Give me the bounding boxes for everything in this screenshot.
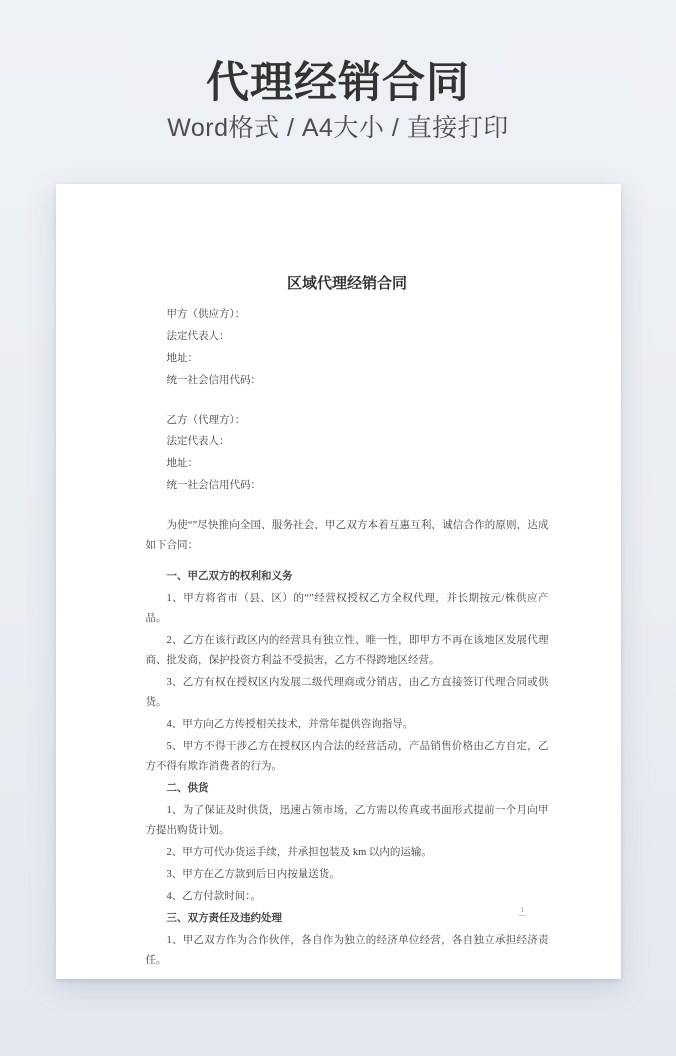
section-3-heading: 三、双方责任及违约处理 [166, 913, 282, 924]
party-a-legal-rep-line: 法定代表人： [166, 330, 230, 342]
party-b-legal-rep-line: 法定代表人： [166, 436, 230, 448]
section-1-clause: 2、乙方在该行政区内的经营具有独立性、唯一性，即甲方不再在该地区发展代理商、批发商，保护投资方利益不受损害，乙方不得跨地区经营。 [145, 634, 549, 667]
page-number: 1 [520, 906, 524, 914]
party-a-address-line: 地址： [166, 352, 198, 364]
party-b-name-line: 乙方（代理方）： [166, 414, 246, 426]
page-subtitle: Word格式 / A4大小 / 直接打印 [167, 114, 509, 142]
document-title: 区域代理经销合同 [286, 275, 407, 292]
section-1-heading: 一、甲乙双方的权利和义务 [166, 570, 293, 582]
section-2-clause: 1、为了保证及时供货，迅速占领市场，乙方需以传真或书面形式提前一个月向甲方提出购货计划。 [145, 805, 549, 837]
hero-header [0, 0, 676, 143]
document-page [56, 184, 621, 979]
blank-line [146, 393, 549, 411]
blank-line [146, 498, 549, 516]
party-b-address-line: 地址： [166, 458, 198, 470]
preamble-paragraph: 为使“”尽快推向全国、服务社会，甲乙双方本着互惠互利，诚信合作的原则，达成如下合同： [145, 520, 549, 552]
section-1-clause: 1、甲方将省市（县、区）的“”经营权授权乙方全权代理，并长期按元/株供应产品。 [145, 592, 549, 624]
party-a-name-line: 甲方（供应方）： [166, 309, 246, 320]
section-1-clause: 5、甲方不得干涉乙方在授权区内合法的经营活动，产品销售价格由乙方自定，乙方不得有欺诈消费者的行为。 [145, 741, 549, 773]
section-2-clause: 3、甲方在乙方款到后日内按量送货。 [166, 869, 340, 881]
section-2-clause: 4、乙方付款时间：。 [166, 891, 261, 903]
page-title: 代理经销合同 [206, 59, 470, 107]
section-1-clause: 4、甲方向乙方传授相关技术，并常年提供咨询指导。 [166, 719, 414, 731]
section-2-heading: 二、供货 [166, 783, 209, 795]
party-a-credit-code-line: 统一社会信用代码： [166, 374, 261, 386]
section-2-clause: 2、甲方可代办货运手续，并承担包装及 km 以内的运输。 [166, 847, 432, 859]
party-b-credit-code-line: 统一社会信用代码： [166, 480, 261, 492]
section-1-clause: 3、乙方有权在授权区内发展二级代理商或分销店，由乙方直接签订代理合同或供货。 [145, 676, 549, 709]
section-3-clause: 1、甲乙双方作为合作伙伴，各自作为独立的经济单位经营，各自独立承担经济责任。 [145, 934, 549, 967]
